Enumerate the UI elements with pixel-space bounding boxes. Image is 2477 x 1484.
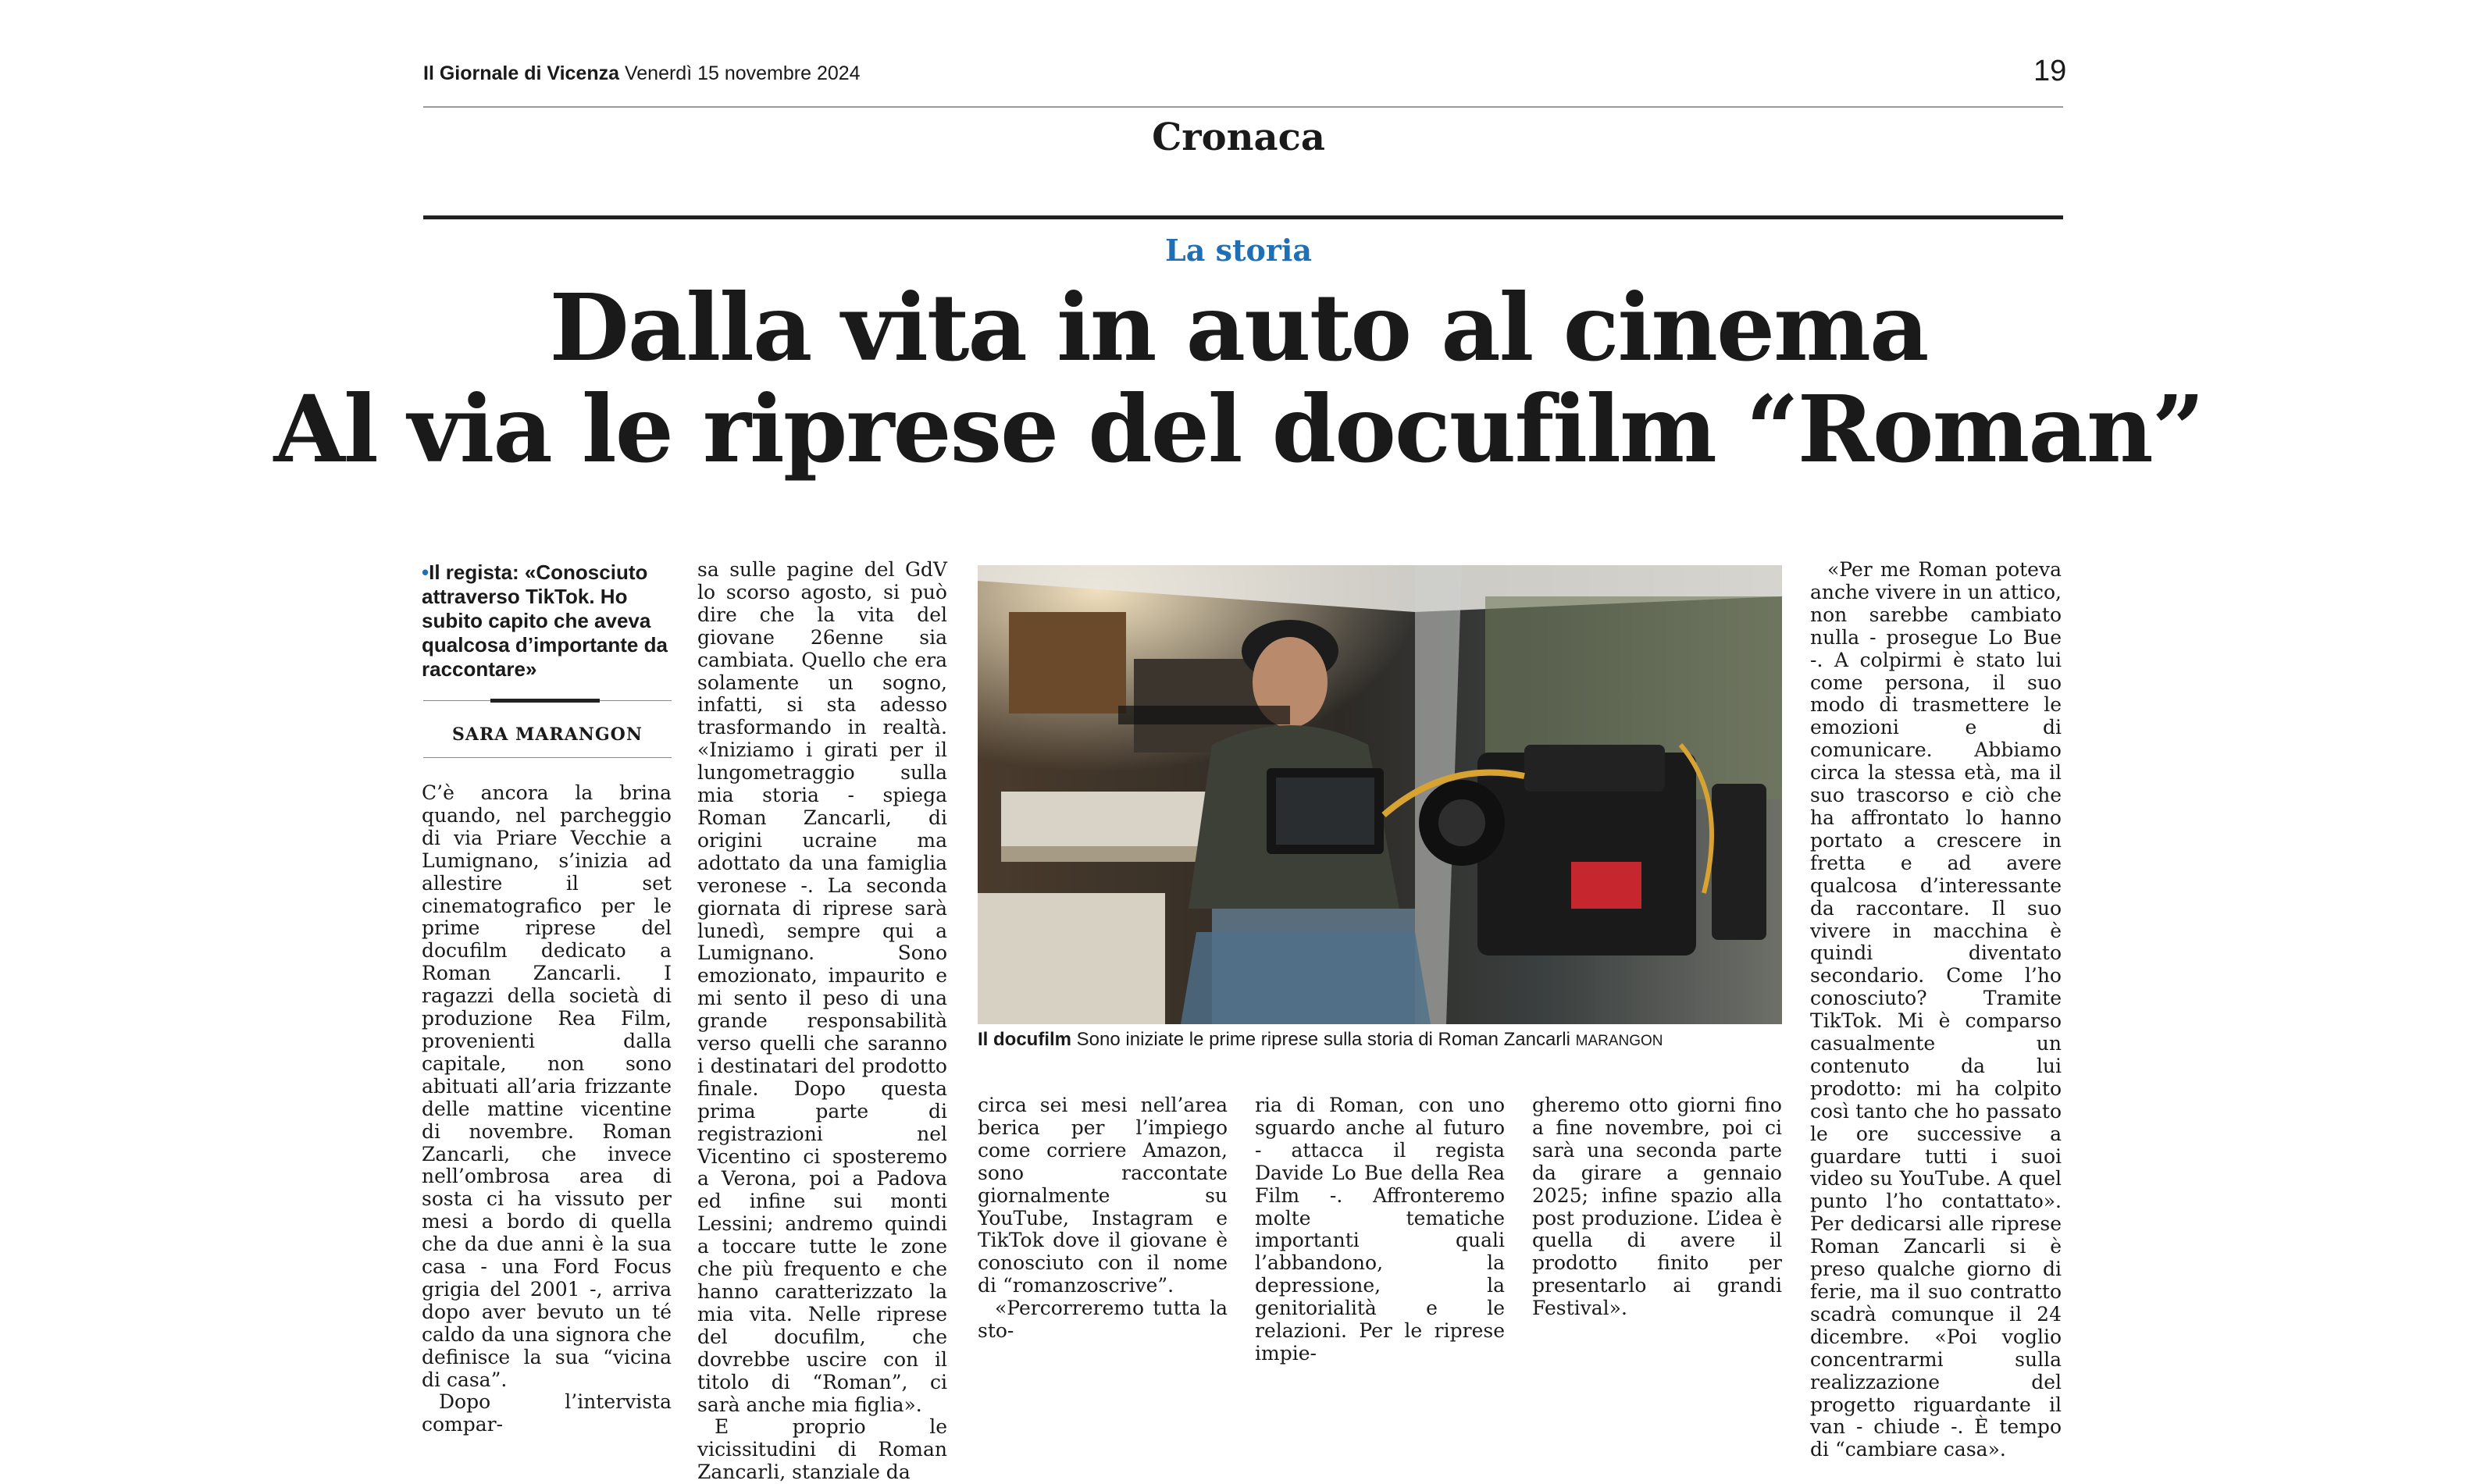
summary-text: Il regista: «Conosciuto attraverso TikTok. Ho subito capito che aveva qualcosa d’importante da raccontare» <box>422 561 668 681</box>
article-column-1 <box>422 782 672 1436</box>
photo-image <box>978 565 1782 1024</box>
section-title: Cronaca <box>1152 116 1325 159</box>
headline-line-1: Dalla vita in auto al cinema <box>549 273 1928 382</box>
paragraph: «Per me Roman poteva anche vivere in un attico, non sarebbe cambiato nulla - prosegue Lo Bue -. A colpirmi è stato lui come persona, il suo modo di trasmettere le emozioni e di comunicare. Abbiamo circa la stessa età, ma il suo trascorso e ciò che ha affrontato lo hanno portato a crescere in fretta e ad avere qualcosa d’interessante da raccontare. Il suo vivere in macchina è quindi diventato secondario. Come l’ho conosciuto? Tramite TikTok. Mi è comparso casualmente un contenuto da lui prodotto: mi ha colpito così tanto che ho passato le ore successive a guardare tutti i suoi video su YouTube. A quel punto l’ho contattato». Per dedicarsi alle riprese Roman Zancarli si è preso qualche giorno di ferie, ma il suo contratto scadrà comunque il 24 dicembre. «Poi voglio concentrarmi sulla realizzazione del progetto riguardante il van - chiude -. È tempo di “cambiare casa». <box>1810 558 2062 1461</box>
photo-caption <box>978 1029 1663 1051</box>
bullet-icon: • <box>422 561 429 584</box>
article-column-2 <box>697 559 947 1484</box>
caption-text: Sono iniziate le prime riprese sulla storia di Roman Zancarli <box>1076 1029 1570 1050</box>
headline-line-2: Al via le riprese del docufilm “Roman” <box>273 375 2204 483</box>
paragraph: E proprio le vicissitudini di Roman Zancarli, stanziale da <box>697 1415 947 1484</box>
caption-label: Il docufilm <box>978 1029 1071 1050</box>
article-kicker: La storia <box>1165 233 1312 268</box>
paragraph: ria di Roman, con uno sguardo anche al futuro - attacca il regista Davide Lo Bue della Rea Film -. Affronteremo molte tematiche importanti quali l’abbandono, la depressione, la genitorialità e le relazioni. Per le riprese impie- <box>1255 1094 1505 1365</box>
paragraph: «Percorreremo tutta la sto- <box>978 1297 1228 1343</box>
masthead <box>423 62 861 85</box>
photo-credit: MARANGON <box>1575 1033 1663 1049</box>
paragraph: circa sei mesi nell’area berica per l’impiego come corriere Amazon, sono raccontate giornalmente su YouTube, Instagram e TikTok dove il giovane è conosciuto con il nome di “romanzoscrive”. <box>978 1094 1228 1297</box>
paragraph: C’è ancora la brina quando, nel parcheggio di via Priare Vecchie a Lumignano, s’inizia ad allestire il set cinematografico per le prime riprese del docufilm dedicato a Roman Zancarli. I ragazzi della società di produzione Rea Film, provenienti dalla capitale, non sono abituati all’aria frizzante delle mattine vicentine di novembre. Roman Zancarli, che invece nell’ombrosa area di sosta ci ha vissuto per mesi a bordo di quella che da due anni è la sua casa - una Ford Focus grigia del 2001 -, arriva dopo aver bevuto un té caldo da una signora che definisce la sua “vicina di casa”. <box>422 781 672 1391</box>
summary-divider-accent <box>490 699 600 703</box>
article-column-5 <box>1532 1094 1782 1320</box>
article-column-4 <box>1255 1094 1505 1365</box>
header-rule <box>423 106 2063 108</box>
section-rule <box>423 215 2063 219</box>
article-headline <box>0 273 2477 483</box>
byline-divider <box>423 757 672 758</box>
paragraph: sa sulle pagine del GdV lo scorso agosto, si può dire che la vita del giovane 26enne sia cambiata. Quello che era solamente un sogno, infatti, si sta adesso trasformando in realtà. «Iniziamo i girati per il lungometraggio sulla mia storia - spiega Roman Zancarli, di origini ucraine ma adottato da una famiglia veronese -. La seconda giornata di riprese sarà lunedì, sempre qui a Lumignano. Sono emozionato, impaurito e mi sento il peso di una grande responsabilità verso quelli che saranno i destinatari del prodotto finale. Dopo questa prima parte di registrazioni nel Vicentino ci sposteremo a Verona, poi a Padova ed infine sui monti Lessini; andremo quindi a toccare tutte le zone che più frequento e che hanno caratterizzato la mia vita. Nelle riprese del docufilm, che dovrebbe uscire con il titolo di “Roman”, ci sarà anche mia figlia». <box>697 558 947 1416</box>
issue-date: Venerdì 15 novembre 2024 <box>624 62 861 84</box>
paragraph: gheremo otto giorni fino a fine novembre, poi ci sarà una seconda parte da girare a gennaio 2025; infine spazio alla post produzione. L’idea è quella di avere il prodotto finito per presentarlo ai grandi Festival». <box>1532 1094 1782 1320</box>
paragraph: Dopo l’intervista compar- <box>422 1390 672 1436</box>
article-summary <box>422 561 672 682</box>
byline: SARA MARANGON <box>452 724 643 745</box>
newspaper-name: Il Giornale di Vicenza <box>423 62 620 84</box>
page-number: 19 <box>2033 55 2067 87</box>
article-column-6 <box>1810 559 2062 1461</box>
article-photo <box>978 565 1782 1024</box>
article-column-3 <box>978 1094 1228 1343</box>
